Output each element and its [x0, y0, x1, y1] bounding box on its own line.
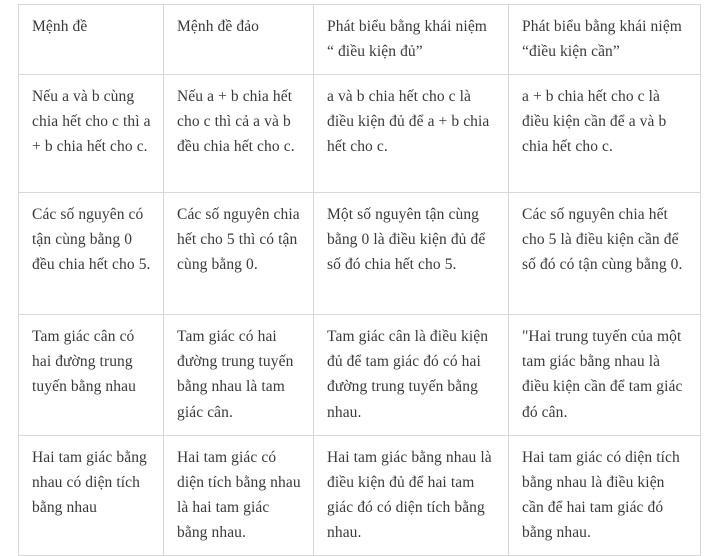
- cell-dieu-kien-du: [314, 193, 509, 315]
- column-header-label: Phát biểu bằng khái niệm “ điều kiện đủ”: [327, 18, 487, 61]
- cell-menh-de-dao: [164, 435, 314, 555]
- cell-text: Các số nguyên chia hết cho 5 là điều kiện cần để số đó có tận cùng bằng 0.: [522, 206, 683, 274]
- table-header: [19, 5, 701, 75]
- cell-text: Nếu a + b chia hết cho c thì cả a và b đều chia hết cho c.: [177, 88, 295, 156]
- cell-menh-de-dao: [164, 193, 314, 315]
- table-row: [19, 435, 701, 555]
- table-row: [19, 315, 701, 435]
- cell-menh-de-dao: [164, 75, 314, 193]
- table-body: [19, 75, 701, 556]
- cell-text: Tam giác cân là điều kiện đủ để tam giác đó có hai đường trung tuyến bằng nhau.: [327, 328, 489, 421]
- table-header-row: [19, 5, 701, 75]
- cell-text: a và b chia hết cho c là điều kiện đủ để a + b chia hết cho c.: [327, 88, 490, 156]
- cell-text: Hai tam giác có diện tích bằng nhau là điều kiện cần để hai tam giác đó bằng nhau.: [522, 448, 680, 541]
- cell-text: "Hai trung tuyến của một tam giác bằng nhau là điều kiện cần để tam giác đó cân.: [522, 328, 683, 421]
- cell-text: a + b chia hết cho c là điều kiện cần để a và b chia hết cho c.: [522, 88, 667, 156]
- cell-dieu-kien-can: [509, 435, 701, 555]
- cell-text: Các số nguyên có tận cùng bằng 0 đều chia hết cho 5.: [32, 206, 151, 274]
- column-header-dieu-kien-du: [314, 5, 509, 75]
- cell-text: Nếu a và b cùng chia hết cho c thì a + b chia hết cho c.: [32, 88, 151, 156]
- cell-menh-de: [19, 193, 164, 315]
- column-header-label: Mệnh đề đảo: [177, 18, 260, 35]
- cell-text: Hai tam giác bằng nhau có diện tích bằng nhau: [32, 448, 147, 516]
- cell-menh-de: [19, 435, 164, 555]
- cell-text: Hai tam giác bằng nhau là điều kiện đủ để hai tam giác đó có diện tích bằng nhau.: [327, 448, 492, 541]
- cell-dieu-kien-can: [509, 315, 701, 435]
- cell-text: Tam giác có hai đường trung tuyến bằng nhau là tam giác cân.: [177, 328, 294, 421]
- cell-menh-de: [19, 75, 164, 193]
- column-header-menh-de: [19, 5, 164, 75]
- column-header-dieu-kien-can: [509, 5, 701, 75]
- cell-dieu-kien-can: [509, 75, 701, 193]
- table-row: [19, 75, 701, 193]
- column-header-label: Mệnh đề: [32, 18, 88, 35]
- table-row: [19, 193, 701, 315]
- cell-text: Hai tam giác có diện tích bằng nhau là hai tam giác bằng nhau.: [177, 448, 301, 541]
- cell-dieu-kien-du: [314, 435, 509, 555]
- cell-dieu-kien-can: [509, 193, 701, 315]
- cell-menh-de: [19, 315, 164, 435]
- column-header-menh-de-dao: [164, 5, 314, 75]
- cell-text: Các số nguyên chia hết cho 5 thì có tận cùng bằng 0.: [177, 206, 300, 274]
- cell-menh-de-dao: [164, 315, 314, 435]
- cell-dieu-kien-du: [314, 75, 509, 193]
- cell-text: Tam giác cân có hai đường trung tuyến bằng nhau: [32, 328, 136, 396]
- column-header-label: Phát biểu bằng khái niệm “điều kiện cần”: [522, 18, 682, 61]
- proposition-table: [18, 4, 701, 556]
- cell-text: Một số nguyên tận cùng bằng 0 là điều kiện đủ để số đó chia hết cho 5.: [327, 206, 486, 274]
- cell-dieu-kien-du: [314, 315, 509, 435]
